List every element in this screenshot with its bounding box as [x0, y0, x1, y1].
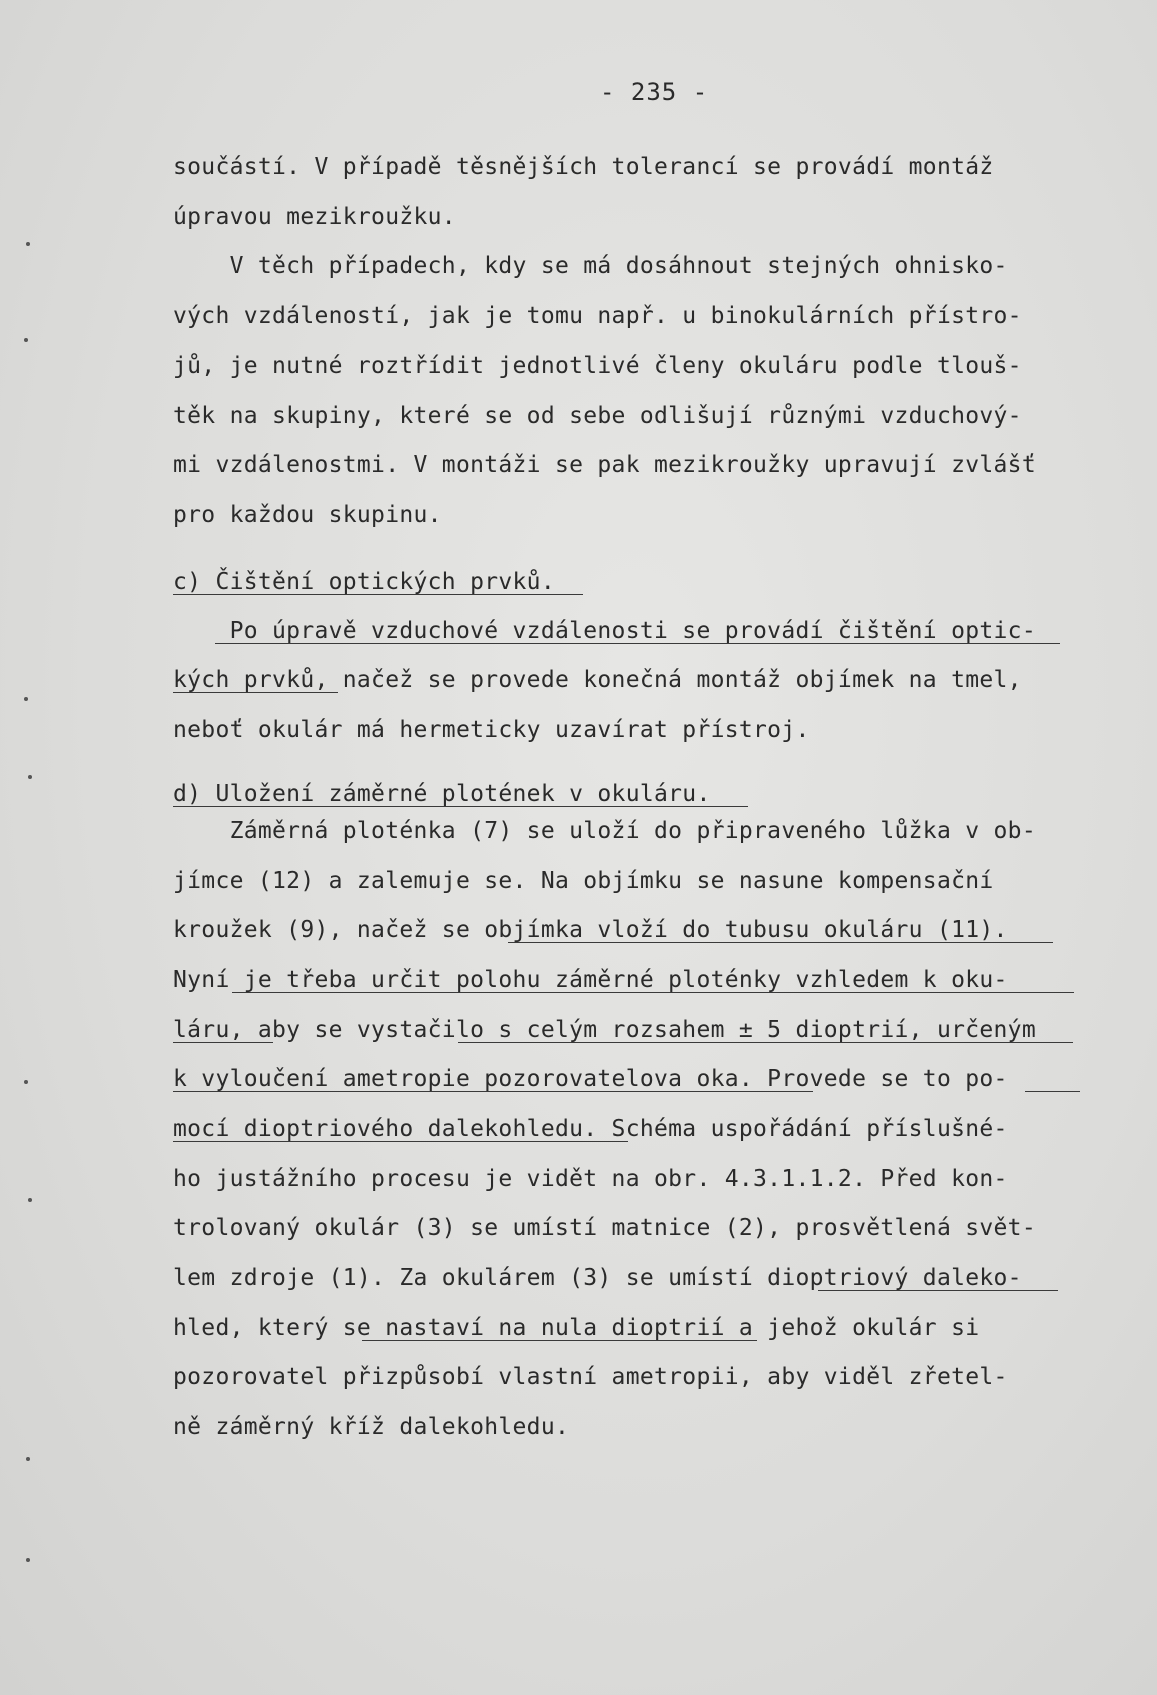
section-heading-c: c) Čištění optických prvků. — [173, 569, 555, 595]
text-line-5: jů, je nutné roztřídit jednotlivé členy okuláru podle tlouš- — [173, 353, 1022, 379]
text-line-7: mi vzdálenostmi. V montáži se pak mezikroužky upravují zvlášť — [173, 452, 1036, 478]
text-line-20: mocí dioptriového dalekohledu. Schéma uspořádání příslušné- — [173, 1116, 1008, 1142]
heading-d-underline — [173, 806, 748, 807]
margin-speck — [26, 242, 30, 246]
margin-speck — [24, 697, 28, 701]
text-line-26: ně záměrný kříž dalekohledu. — [173, 1414, 570, 1440]
text-line-17: Nyní je třeba určit polohu záměrné ploténky vzhledem k oku- — [173, 967, 1008, 993]
underline-line-11 — [173, 692, 338, 693]
section-heading-d: d) Uložení záměrné plotének v okuláru. — [173, 781, 711, 807]
text-line-18: láru, aby se vystačilo s celým rozsahem ± 5 dioptrií, určeným — [173, 1017, 1036, 1043]
text-line-16: kroužek (9), načež se objímka vloží do tubusu okuláru (11). — [173, 917, 1008, 943]
text-line-2: úpravou mezikroužku. — [173, 204, 456, 230]
text-line-23: lem zdroje (1). Za okulárem (3) se umístí dioptriový daleko- — [173, 1265, 1022, 1291]
text-line-21: ho justážního procesu je vidět na obr. 4.3.1.1.2. Před kon- — [173, 1166, 1008, 1192]
underline-line-19b — [1025, 1091, 1080, 1092]
underline-line-10 — [215, 643, 1060, 644]
margin-speck — [26, 1457, 30, 1461]
text-line-6: těk na skupiny, které se od sebe odlišují různými vzduchový- — [173, 403, 1022, 429]
text-line-12: neboť okulár má hermeticky uzavírat přístroj. — [173, 717, 810, 743]
text-line-10: Po úpravě vzduchové vzdálenosti se provádí čištění optic- — [173, 618, 1036, 644]
heading-c-underline — [173, 594, 583, 595]
underline-line-18b — [458, 1042, 1073, 1043]
text-line-15: jímce (12) a zalemuje se. Na objímku se nasune kompensační — [173, 868, 994, 894]
margin-speck — [28, 775, 32, 779]
underline-line-16 — [508, 942, 1053, 943]
text-line-1: součástí. V případě těsnějších tolerancí se provádí montáž — [173, 154, 994, 180]
text-line-3: V těch případech, kdy se má dosáhnout stejných ohnisko- — [173, 253, 1008, 279]
margin-speck — [24, 338, 28, 342]
text-line-8: pro každou skupinu. — [173, 502, 442, 528]
margin-speck — [24, 1080, 28, 1084]
underline-line-20 — [173, 1141, 628, 1142]
page-number: - 235 - — [600, 78, 709, 106]
text-line-4: vých vzdáleností, jak je tomu např. u binokulárních přístro- — [173, 303, 1022, 329]
underline-line-24 — [362, 1340, 757, 1341]
underline-line-18a — [173, 1042, 273, 1043]
text-line-19: k vyloučení ametropie pozorovatelova oka. Provede se to po- — [173, 1066, 1008, 1092]
text-line-25: pozorovatel přizpůsobí vlastní ametropii, aby viděl zřetel- — [173, 1364, 1008, 1390]
underline-line-17 — [232, 992, 1074, 993]
underline-line-23 — [818, 1290, 1058, 1291]
text-line-24: hled, který se nastaví na nula dioptrií a jehož okulár si — [173, 1315, 980, 1341]
text-line-11: kých prvků, načež se provede konečná montáž objímek na tmel, — [173, 667, 1022, 693]
text-line-14: Záměrná ploténka (7) se uloží do připraveného lůžka v ob- — [173, 818, 1036, 844]
margin-speck — [28, 1198, 32, 1202]
margin-speck — [26, 1558, 30, 1562]
text-line-22: trolovaný okulár (3) se umístí matnice (2), prosvětlená svět- — [173, 1215, 1036, 1241]
underline-line-19a — [173, 1091, 813, 1092]
